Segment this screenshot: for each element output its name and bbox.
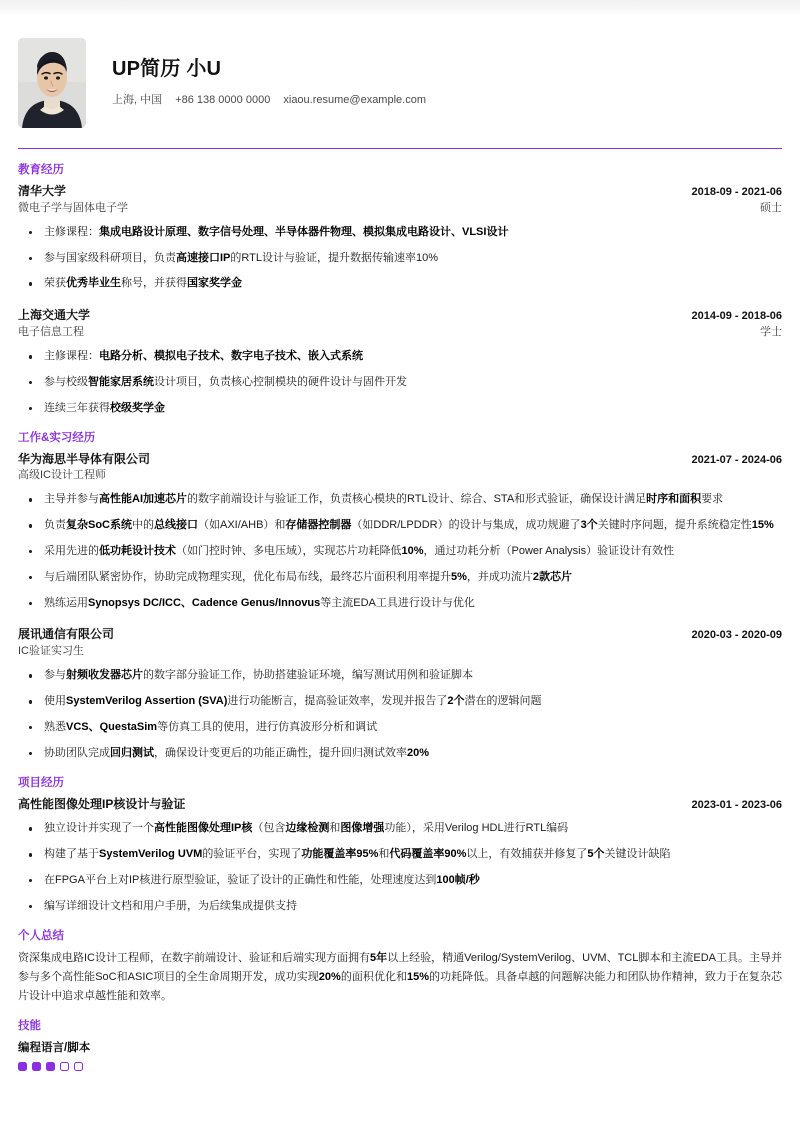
- bullet-item: 编写详细设计文档和用户手册，为后续集成提供支持: [18, 898, 782, 916]
- bullet-list: [18, 491, 782, 612]
- education-entry: [18, 307, 782, 417]
- contact-line: [112, 93, 426, 108]
- emphasis: 图像增强: [340, 822, 385, 835]
- entry-header-row: [18, 796, 782, 814]
- education-degree: 硕士: [760, 201, 782, 214]
- emphasis: 存储器控制器: [285, 519, 352, 532]
- section-projects: [18, 776, 782, 916]
- resume-page: [0, 16, 800, 1077]
- bullet-item: 主修课程：集成电路设计原理、数字信号处理、半导体器件物理、模拟集成电路设计、VLSI设计: [18, 224, 782, 242]
- work-entry: [18, 451, 782, 613]
- section-title-skills: 技能: [18, 1020, 41, 1033]
- contact-email: xiaou.resume@example.com: [283, 94, 426, 107]
- education-major: 电子信息工程: [18, 326, 84, 339]
- emphasis: 3个: [580, 519, 598, 532]
- project-entry: [18, 796, 782, 916]
- section-title-summary: 个人总结: [18, 929, 64, 942]
- work-entries: [18, 451, 782, 763]
- bullet-item: 协助团队完成回归测试，确保设计变更后的功能正确性，提升回归测试效率20%: [18, 745, 782, 763]
- bullet-item: 在FPGA平台上对IP核进行原型验证，验证了设计的正确性和性能，处理速度达到100帧/秒: [18, 872, 782, 890]
- section-title-work: 工作&实习经历: [18, 431, 96, 444]
- school-name: 上海交通大学: [18, 308, 91, 323]
- job-title: IC验证实习生: [18, 645, 84, 658]
- skill-level-pip: [32, 1062, 41, 1071]
- emphasis: 2个: [447, 695, 465, 708]
- emphasis: VCS、QuestaSim: [66, 720, 158, 733]
- emphasis: 总线接口: [154, 519, 198, 532]
- bullet-item: 参与校级智能家居系统设计项目，负责核心控制模块的硬件设计与固件开发: [18, 374, 782, 392]
- section-title-projects: 项目经历: [18, 776, 64, 789]
- bullet-item: 构建了基于SystemVerilog UVM的验证平台，实现了功能覆盖率95%和代码覆盖率90%以上，有效捕获并修复了5个关键设计缺陷: [18, 846, 782, 864]
- job-title: 高级IC设计工程师: [18, 469, 106, 482]
- entry-header-row: [18, 626, 782, 644]
- resume-header: [18, 16, 782, 146]
- emphasis: 高性能AI加速芯片: [99, 493, 187, 506]
- bullet-item: 与后端团队紧密协作，协助完成物理实现，优化布局布线，最终芯片面积利用率提升5%，并成功流片2款芯片: [18, 569, 782, 587]
- bullet-item: 使用SystemVerilog Assertion (SVA)进行功能断言，提高验证效率，发现并报告了2个潜在的逻辑问题: [18, 693, 782, 711]
- skill-group: [18, 1039, 782, 1071]
- project-entries: [18, 796, 782, 916]
- bullet-list: [18, 224, 782, 293]
- project-dates: 2023-01 - 2023-06: [691, 798, 782, 811]
- skill-rating: [18, 1062, 782, 1071]
- bullet-item: 采用先进的低功耗设计技术（如门控时钟、多电压域），实现芯片功耗降低10%，通过功耗分析（Power Analysis）验证设计有效性: [18, 543, 782, 561]
- section-skills: [18, 1019, 782, 1071]
- bullet-list: [18, 348, 782, 417]
- emphasis: 低功耗设计技术: [99, 545, 176, 557]
- emphasis: 国家奖学金: [187, 277, 242, 290]
- emphasis: Synopsys DC/ICC、Cadence Genus/Innovus: [88, 596, 321, 609]
- emphasis: 校级奖学金: [110, 401, 165, 414]
- emphasis: 20%: [407, 746, 430, 759]
- skill-level-pip: [60, 1062, 69, 1071]
- bullet-item: 独立设计并实现了一个高性能图像处理IP核（包含边缘检测和图像增强功能），采用Verilog HDL进行RTL编码: [18, 820, 782, 838]
- emphasis: 功能覆盖率95%: [301, 848, 379, 861]
- bullet-item: 荣获优秀毕业生称号，并获得国家奖学金: [18, 275, 782, 293]
- education-dates: 2018-09 - 2021-06: [691, 185, 782, 198]
- emphasis: 10%: [401, 545, 424, 557]
- header-divider: [18, 148, 782, 149]
- contact-location: 上海, 中国: [112, 94, 163, 107]
- bullet-item: 参与射频收发器芯片的数字部分验证工作，协助搭建验证环境，编写测试用例和验证脚本: [18, 667, 782, 685]
- contact-phone: +86 138 0000 0000: [175, 94, 271, 107]
- emphasis: 优秀毕业生: [66, 277, 121, 290]
- project-name: 高性能图像处理IP核设计与验证: [18, 796, 186, 811]
- education-entries: [18, 183, 782, 418]
- company-name: 华为海思半导体有限公司: [18, 451, 151, 466]
- section-title-education: 教育经历: [18, 164, 64, 176]
- skill-level-pip: [46, 1062, 55, 1071]
- entry-subheader-row: [18, 468, 782, 484]
- education-major: 微电子学与固体电子学: [18, 201, 128, 214]
- work-dates: 2020-03 - 2020-09: [691, 629, 782, 642]
- emphasis: 智能家居系统: [88, 375, 154, 388]
- emphasis: 边缘检测: [285, 822, 330, 835]
- emphasis: 2款芯片: [532, 570, 573, 583]
- section-education: [18, 163, 782, 418]
- entry-header-row: [18, 183, 782, 201]
- school-name: 清华大学: [18, 183, 67, 198]
- bullet-item: 负责复杂SoC系统中的总线接口（如AXI/AHB）和存储器控制器（如DDR/LPDDR）的设计与集成，成功规避了3个关键时序问题，提升系统稳定性15%: [18, 517, 782, 535]
- identity-block: [112, 57, 426, 108]
- education-entry: [18, 183, 782, 293]
- avatar: [18, 38, 86, 128]
- work-entry: [18, 626, 782, 762]
- emphasis: 高速接口IP: [176, 251, 231, 264]
- education-degree: 学士: [760, 326, 782, 339]
- bullet-list: [18, 820, 782, 915]
- emphasis: SystemVerilog UVM: [99, 848, 203, 861]
- skill-group-name: 编程语言/脚本: [18, 1042, 91, 1055]
- bullet-item: 主修课程：电路分析、模拟电子技术、数字电子技术、嵌入式系统: [18, 348, 782, 366]
- emphasis: 电路分析、模拟电子技术、数字电子技术、嵌入式系统: [99, 350, 363, 363]
- emphasis: 射频收发器芯片: [66, 669, 143, 682]
- page-title: UP简历 小U: [112, 58, 222, 81]
- emphasis: 5%: [451, 570, 467, 583]
- entry-header-row: [18, 451, 782, 469]
- entry-subheader-row: [18, 325, 782, 341]
- bullet-item: 连续三年获得校级奖学金: [18, 400, 782, 418]
- skill-level-pip: [74, 1062, 83, 1071]
- skill-level-pip: [18, 1062, 27, 1071]
- bullet-list: [18, 667, 782, 762]
- work-dates: 2021-07 - 2024-06: [691, 453, 782, 466]
- emphasis: 代码覆盖率90%: [389, 848, 467, 861]
- bullet-item: 主导并参与高性能AI加速芯片的数字前端设计与验证工作，负责核心模块的RTL设计、综合、STA和形式验证，确保设计满足时序和面积要求: [18, 491, 782, 509]
- emphasis: 5年: [370, 951, 388, 964]
- education-dates: 2014-09 - 2018-06: [691, 310, 782, 323]
- entry-subheader-row: [18, 201, 782, 217]
- emphasis: SystemVerilog Assertion (SVA): [66, 695, 228, 708]
- emphasis: 5个: [587, 848, 605, 861]
- emphasis: 时序和面积: [646, 493, 702, 506]
- bullet-item: 熟练运用Synopsys DC/ICC、Cadence Genus/Innovus等主流EDA工具进行设计与优化: [18, 595, 782, 613]
- bullet-item: 熟悉VCS、QuestaSim等仿真工具的使用，进行仿真波形分析和调试: [18, 719, 782, 737]
- emphasis: 15%: [751, 519, 774, 532]
- entry-subheader-row: [18, 644, 782, 660]
- skill-groups: [18, 1039, 782, 1071]
- entry-header-row: [18, 307, 782, 325]
- bullet-item: 参与国家级科研项目，负责高速接口IP的RTL设计与验证，提升数据传输速率10%: [18, 250, 782, 268]
- emphasis: 100帧/秒: [436, 874, 480, 887]
- page-top-edge: [0, 0, 800, 16]
- summary-text: 资深集成电路IC设计工程师，在数字前端设计、验证和后端实现方面拥有5年以上经验，精通Verilog/SystemVerilog、UVM、TCL脚本和主流EDA工具。主导并参与多个高性能SoC和ASIC项目的全生命周期开发，成功实现20%的面积优化和15%的功耗降低。具备卓越的问题解决能力和团队协作精神，致力于在复杂芯片设计中追求卓越性能和效率。: [18, 951, 782, 1003]
- emphasis: 回归测试: [110, 746, 154, 759]
- company-name: 展讯通信有限公司: [18, 627, 115, 642]
- emphasis: 20%: [318, 970, 341, 983]
- section-summary: [18, 929, 782, 1007]
- emphasis: 集成电路设计原理、数字信号处理、半导体器件物理、模拟集成电路设计、VLSI设计: [99, 225, 509, 238]
- section-work: [18, 431, 782, 763]
- emphasis: 15%: [407, 970, 430, 983]
- emphasis: 高性能图像处理IP核: [154, 822, 253, 835]
- emphasis: 复杂SoC系统: [66, 519, 132, 532]
